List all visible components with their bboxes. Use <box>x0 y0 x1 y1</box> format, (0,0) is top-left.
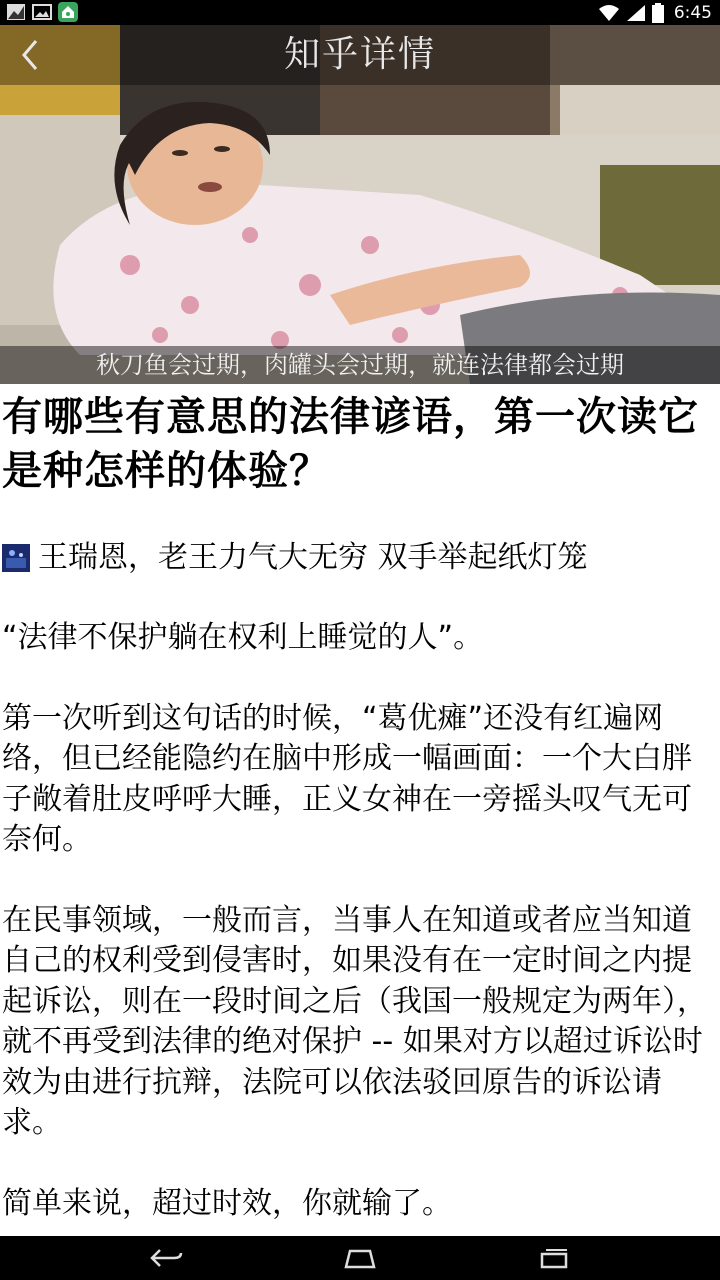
home-nav-icon <box>342 1247 378 1269</box>
navigation-bar <box>0 1236 720 1280</box>
recents-nav-icon <box>536 1247 572 1269</box>
article-title: 有哪些有意思的法律谚语，第一次读它是种怎样的体验？ <box>2 394 699 494</box>
status-bar <box>0 0 720 25</box>
back-nav-icon <box>148 1247 184 1269</box>
hero-image <box>0 25 720 384</box>
wifi-icon <box>598 4 620 22</box>
battery-icon <box>652 3 664 23</box>
avatar <box>2 544 30 572</box>
author-name: 王瑞恩，老王力气大无穷 双手举起纸灯笼 <box>38 540 588 575</box>
paragraph: 在民事领域，一般而言，当事人在知道或者应当知道自己的权利受到侵害时，如果没有在一定时间之内提起诉讼，则在一段时间之后（我国一般规定为两年），就不再受到法律的绝对保护 -- 如果对方以超过诉讼时效为由进行抗辩，法院可以依法驳回原告的诉讼请求。 <box>2 902 707 1140</box>
article-content[interactable] <box>0 384 720 1236</box>
notification-app-icon <box>58 2 78 22</box>
notification-image-icon <box>6 2 26 22</box>
nav-back-button[interactable] <box>136 1242 196 1274</box>
nav-recents-button[interactable] <box>524 1242 584 1274</box>
signal-icon <box>626 4 646 22</box>
page-title: 知乎详情 <box>283 34 436 75</box>
nav-home-button[interactable] <box>330 1242 390 1274</box>
status-time: 6:45 <box>673 2 712 23</box>
app-bar <box>0 25 720 85</box>
author-row <box>2 538 716 578</box>
notification-gallery-icon <box>32 2 52 22</box>
hero-caption: 秋刀鱼会过期，肉罐头会过期，就连法律都会过期 <box>0 346 720 384</box>
paragraph: 简单来说，超过时效，你就输了。 <box>2 1185 452 1221</box>
paragraph: “法律不保护躺在权利上睡觉的人”。 <box>2 620 484 655</box>
paragraph: 第一次听到这句话的时候，“葛优瘫”还没有红遍网络，但已经能隐约在脑中形成一幅画面：一个大白胖子敞着肚皮呼呼大睡，正义女神在一旁摇头叹气无可奈何。 <box>2 700 692 857</box>
